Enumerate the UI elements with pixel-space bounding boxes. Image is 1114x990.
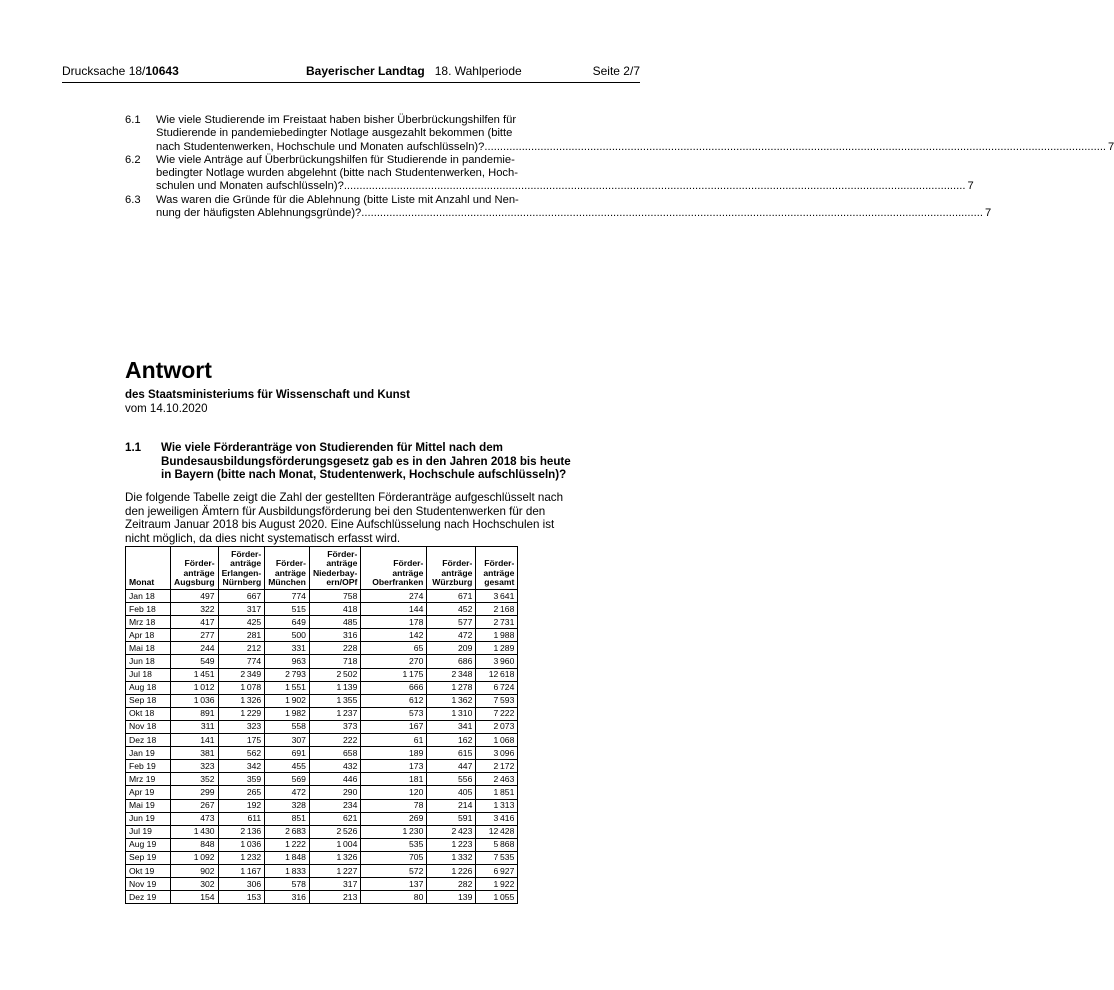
value-cell: 666	[361, 681, 427, 694]
month-cell: Jul 19	[126, 825, 171, 838]
value-cell: 270	[361, 655, 427, 668]
drucksache-label: Drucksache 18/10643	[62, 64, 179, 78]
toc-leader-dots: ........................................................................................................................................................................................................	[361, 207, 983, 220]
table-row	[126, 812, 518, 825]
toc-page-number: 7	[984, 207, 992, 220]
value-cell: 213	[309, 891, 360, 904]
value-cell: 214	[427, 799, 476, 812]
toc-last-line	[156, 207, 992, 220]
month-cell: Aug 18	[126, 681, 171, 694]
value-cell: 691	[265, 747, 310, 760]
value-cell: 317	[309, 878, 360, 891]
value-cell: 1 278	[427, 681, 476, 694]
table-row	[126, 694, 518, 707]
value-cell: 500	[265, 629, 310, 642]
value-cell: 181	[361, 773, 427, 786]
value-cell: 515	[265, 603, 310, 616]
toc-number: 6.1	[125, 114, 141, 126]
value-cell: 2 683	[265, 825, 310, 838]
value-cell: 902	[171, 864, 219, 877]
month-cell: Jun 19	[126, 812, 171, 825]
toc-number: 6.3	[125, 193, 141, 206]
answer-subtitle: des Staatsministeriums für Wissenschaft und Kunst	[125, 389, 410, 401]
wahlperiode: 18. Wahlperiode	[434, 64, 522, 78]
value-cell: 1 036	[171, 694, 219, 707]
value-cell: 381	[171, 747, 219, 760]
value-cell: 611	[218, 812, 265, 825]
toc-text-line: nach Studentenwerken, Hochschule und Monaten aufschlüsseln)?	[156, 140, 485, 153]
value-cell: 7 535	[476, 851, 518, 864]
value-cell: 2 349	[218, 668, 265, 681]
value-cell: 1 851	[476, 786, 518, 799]
value-cell: 649	[265, 616, 310, 629]
value-cell: 472	[265, 786, 310, 799]
value-cell: 153	[218, 891, 265, 904]
table-of-contents	[125, 114, 1114, 220]
value-cell: 2 526	[309, 825, 360, 838]
value-cell: 425	[218, 616, 265, 629]
value-cell: 2 136	[218, 825, 265, 838]
value-cell: 1 004	[309, 838, 360, 851]
table-row	[126, 655, 518, 668]
value-cell: 1 833	[265, 864, 310, 877]
value-cell: 331	[265, 642, 310, 655]
value-cell: 7 593	[476, 694, 518, 707]
value-cell: 317	[218, 603, 265, 616]
question-block	[125, 441, 580, 482]
value-cell: 432	[309, 760, 360, 773]
value-cell: 2 348	[427, 668, 476, 681]
value-cell: 6 927	[476, 864, 518, 877]
column-header: Förder- anträge Oberfranken	[361, 547, 427, 590]
toc-page-number: 7	[1108, 140, 1114, 153]
table-row	[126, 747, 518, 760]
value-cell: 3 096	[476, 747, 518, 760]
column-header: Förder- anträge Erlangen- Nürnberg	[218, 547, 265, 590]
value-cell: 612	[361, 694, 427, 707]
value-cell: 1 355	[309, 694, 360, 707]
value-cell: 302	[171, 878, 219, 891]
value-cell: 2 463	[476, 773, 518, 786]
value-cell: 405	[427, 786, 476, 799]
value-cell: 1 092	[171, 851, 219, 864]
table-row	[126, 786, 518, 799]
value-cell: 1 055	[476, 891, 518, 904]
value-cell: 141	[171, 734, 219, 747]
value-cell: 316	[309, 629, 360, 642]
value-cell: 705	[361, 851, 427, 864]
value-cell: 591	[427, 812, 476, 825]
toc-last-line	[156, 180, 974, 193]
value-cell: 1 139	[309, 681, 360, 694]
value-cell: 137	[361, 878, 427, 891]
toc-leader-dots: ........................................................................................................................................................................................................	[484, 140, 1107, 153]
value-cell: 473	[171, 812, 219, 825]
value-cell: 1 982	[265, 707, 310, 720]
table-row	[126, 838, 518, 851]
answer-paragraph: Die folgende Tabelle zeigt die Zahl der gestellten Förderanträge aufgeschlüsselt nach den jeweiligen Ämtern für Ausbildungsförderung bei den Studentenwerken für den Zeitraum Januar 2018 bis August 2020. Eine Aufschlüsselung nach Hochschulen ist nicht möglich, da dies nicht systematisch erfasst wird.	[125, 491, 564, 545]
table-header-row	[126, 547, 518, 590]
month-cell: Apr 18	[126, 629, 171, 642]
value-cell: 3 641	[476, 590, 518, 603]
table-row	[126, 629, 518, 642]
value-cell: 209	[427, 642, 476, 655]
column-header: Förder- anträge Augsburg	[171, 547, 219, 590]
value-cell: 578	[265, 878, 310, 891]
value-cell: 963	[265, 655, 310, 668]
value-cell: 1 012	[171, 681, 219, 694]
value-cell: 1 222	[265, 838, 310, 851]
month-cell: Mai 18	[126, 642, 171, 655]
value-cell: 5 868	[476, 838, 518, 851]
month-cell: Nov 19	[126, 878, 171, 891]
toc-item	[125, 153, 974, 194]
value-cell: 192	[218, 799, 265, 812]
value-cell: 497	[171, 590, 219, 603]
value-cell: 175	[218, 734, 265, 747]
toc-text-line: Was waren die Gründe für die Ablehnung (bitte Liste mit Anzahl und Nen-	[156, 193, 519, 206]
value-cell: 222	[309, 734, 360, 747]
column-header: Förder- anträge München	[265, 547, 310, 590]
value-cell: 1 326	[218, 694, 265, 707]
table-row	[126, 864, 518, 877]
table-row	[126, 642, 518, 655]
value-cell: 244	[171, 642, 219, 655]
value-cell: 447	[427, 760, 476, 773]
table-row	[126, 891, 518, 904]
month-cell: Feb 19	[126, 760, 171, 773]
month-cell: Okt 19	[126, 864, 171, 877]
value-cell: 848	[171, 838, 219, 851]
value-cell: 1 289	[476, 642, 518, 655]
table-row	[126, 681, 518, 694]
value-cell: 282	[427, 878, 476, 891]
value-cell: 686	[427, 655, 476, 668]
value-cell: 1 922	[476, 878, 518, 891]
value-cell: 2 073	[476, 720, 518, 733]
month-cell: Jun 18	[126, 655, 171, 668]
month-cell: Dez 19	[126, 891, 171, 904]
value-cell: 621	[309, 812, 360, 825]
value-cell: 774	[265, 590, 310, 603]
value-cell: 328	[265, 799, 310, 812]
value-cell: 61	[361, 734, 427, 747]
value-cell: 234	[309, 799, 360, 812]
month-cell: Jan 19	[126, 747, 171, 760]
value-cell: 189	[361, 747, 427, 760]
value-cell: 306	[218, 878, 265, 891]
value-cell: 1 326	[309, 851, 360, 864]
value-cell: 78	[361, 799, 427, 812]
toc-text-line: Wie viele Studierende im Freistaat haben bisher Überbrückungshilfen für	[156, 114, 517, 126]
value-cell: 1 232	[218, 851, 265, 864]
value-cell: 167	[361, 720, 427, 733]
value-cell: 6 724	[476, 681, 518, 694]
value-cell: 1 226	[427, 864, 476, 877]
value-cell: 322	[171, 603, 219, 616]
value-cell: 139	[427, 891, 476, 904]
month-cell: Jul 18	[126, 668, 171, 681]
value-cell: 2 731	[476, 616, 518, 629]
value-cell: 299	[171, 786, 219, 799]
value-cell: 667	[218, 590, 265, 603]
value-cell: 418	[309, 603, 360, 616]
toc-text-line: Studierende in pandemiebedingter Notlage ausgezahlt bekommen (bitte	[156, 127, 513, 140]
value-cell: 455	[265, 760, 310, 773]
value-cell: 281	[218, 629, 265, 642]
month-cell: Apr 19	[126, 786, 171, 799]
table-row	[126, 878, 518, 891]
answer-title: Antwort	[125, 357, 212, 383]
value-cell: 316	[265, 891, 310, 904]
value-cell: 562	[218, 747, 265, 760]
value-cell: 3 960	[476, 655, 518, 668]
column-header: Förder- anträge Niederbay- ern/OPf	[309, 547, 360, 590]
value-cell: 323	[171, 760, 219, 773]
value-cell: 573	[361, 707, 427, 720]
value-cell: 572	[361, 864, 427, 877]
value-cell: 311	[171, 720, 219, 733]
month-cell: Aug 19	[126, 838, 171, 851]
value-cell: 1 848	[265, 851, 310, 864]
month-cell: Dez 18	[126, 734, 171, 747]
value-cell: 1 362	[427, 694, 476, 707]
table-row	[126, 773, 518, 786]
month-cell: Mai 19	[126, 799, 171, 812]
question-number: 1.1	[125, 441, 142, 454]
value-cell: 1 167	[218, 864, 265, 877]
value-cell: 1 902	[265, 694, 310, 707]
page-header	[62, 62, 640, 83]
value-cell: 615	[427, 747, 476, 760]
value-cell: 417	[171, 616, 219, 629]
toc-text-line: Wie viele Anträge auf Überbrückungshilfen für Studierende in pandemie-	[156, 153, 515, 166]
table-row	[126, 603, 518, 616]
month-cell: Sep 19	[126, 851, 171, 864]
value-cell: 144	[361, 603, 427, 616]
value-cell: 212	[218, 642, 265, 655]
value-cell: 1 078	[218, 681, 265, 694]
value-cell: 485	[309, 616, 360, 629]
toc-text-line: nung der häufigsten Ablehnungsgründe)?	[156, 207, 362, 220]
value-cell: 12 618	[476, 668, 518, 681]
value-cell: 228	[309, 642, 360, 655]
table-row	[126, 760, 518, 773]
toc-page-number: 7	[967, 180, 974, 193]
table-row	[126, 799, 518, 812]
landtag-name: Bayerischer Landtag	[306, 64, 425, 78]
page-number: Seite 2/7	[592, 64, 640, 78]
table-row	[126, 590, 518, 603]
answer-date: vom 14.10.2020	[125, 403, 208, 415]
value-cell: 2 168	[476, 603, 518, 616]
value-cell: 851	[265, 812, 310, 825]
value-cell: 265	[218, 786, 265, 799]
value-cell: 1 313	[476, 799, 518, 812]
value-cell: 1 227	[309, 864, 360, 877]
month-cell: Feb 18	[126, 603, 171, 616]
value-cell: 472	[427, 629, 476, 642]
value-cell: 1 036	[218, 838, 265, 851]
drucksache-number: 10643	[145, 64, 179, 78]
value-cell: 162	[427, 734, 476, 747]
value-cell: 718	[309, 655, 360, 668]
value-cell: 274	[361, 590, 427, 603]
value-cell: 80	[361, 891, 427, 904]
table-row	[126, 707, 518, 720]
value-cell: 323	[218, 720, 265, 733]
value-cell: 569	[265, 773, 310, 786]
value-cell: 1 310	[427, 707, 476, 720]
question-text: Wie viele Förderanträge von Studierenden für Mittel nach dem Bundesausbildungsförderungsgesetz gab es in den Jahren 2018 bis heute in Bayern (bitte nach Monat, Studentenwerk, Hochschule aufschlüsseln)?	[161, 441, 571, 481]
table-row	[126, 851, 518, 864]
column-header: Förder- anträge gesamt	[476, 547, 518, 590]
value-cell: 142	[361, 629, 427, 642]
month-cell: Okt 18	[126, 707, 171, 720]
value-cell: 12 428	[476, 825, 518, 838]
value-cell: 1 237	[309, 707, 360, 720]
value-cell: 2 423	[427, 825, 476, 838]
table-row	[126, 720, 518, 733]
foerderantraege-table	[125, 546, 518, 904]
month-cell: Nov 18	[126, 720, 171, 733]
value-cell: 891	[171, 707, 219, 720]
value-cell: 446	[309, 773, 360, 786]
value-cell: 1 988	[476, 629, 518, 642]
value-cell: 269	[361, 812, 427, 825]
value-cell: 173	[361, 760, 427, 773]
value-cell: 342	[218, 760, 265, 773]
month-cell: Jan 18	[126, 590, 171, 603]
month-cell: Sep 18	[126, 694, 171, 707]
toc-leader-dots: ........................................................................................................................................................................................................	[343, 180, 966, 193]
value-cell: 1 430	[171, 825, 219, 838]
toc-text-line: schulen und Monaten aufschlüsseln)?	[156, 180, 344, 193]
value-cell: 577	[427, 616, 476, 629]
table-row	[126, 825, 518, 838]
value-cell: 1 229	[218, 707, 265, 720]
month-cell: Mrz 18	[126, 616, 171, 629]
value-cell: 267	[171, 799, 219, 812]
value-cell: 352	[171, 773, 219, 786]
table-row	[126, 734, 518, 747]
value-cell: 290	[309, 786, 360, 799]
value-cell: 1 230	[361, 825, 427, 838]
toc-text-line: bedingter Notlage wurden abgelehnt (bitte nach Studentenwerken, Hoch-	[156, 167, 518, 180]
value-cell: 120	[361, 786, 427, 799]
value-cell: 341	[427, 720, 476, 733]
value-cell: 373	[309, 720, 360, 733]
value-cell: 558	[265, 720, 310, 733]
toc-item	[125, 193, 992, 221]
table-row	[126, 616, 518, 629]
value-cell: 65	[361, 642, 427, 655]
column-header: Förder- anträge Würzburg	[427, 547, 476, 590]
landtag-periode	[306, 64, 522, 78]
value-cell: 758	[309, 590, 360, 603]
value-cell: 3 416	[476, 812, 518, 825]
value-cell: 1 332	[427, 851, 476, 864]
month-cell: Mrz 19	[126, 773, 171, 786]
toc-number: 6.2	[125, 153, 141, 166]
value-cell: 1 175	[361, 668, 427, 681]
value-cell: 307	[265, 734, 310, 747]
table-row	[126, 668, 518, 681]
value-cell: 2 502	[309, 668, 360, 681]
toc-last-line	[156, 140, 1114, 154]
value-cell: 1 068	[476, 734, 518, 747]
value-cell: 452	[427, 603, 476, 616]
value-cell: 549	[171, 655, 219, 668]
value-cell: 1 223	[427, 838, 476, 851]
toc-item	[125, 114, 1114, 154]
value-cell: 556	[427, 773, 476, 786]
value-cell: 2 172	[476, 760, 518, 773]
value-cell: 774	[218, 655, 265, 668]
value-cell: 671	[427, 590, 476, 603]
value-cell: 535	[361, 838, 427, 851]
value-cell: 1 451	[171, 668, 219, 681]
value-cell: 7 222	[476, 707, 518, 720]
value-cell: 658	[309, 747, 360, 760]
value-cell: 154	[171, 891, 219, 904]
value-cell: 178	[361, 616, 427, 629]
value-cell: 359	[218, 773, 265, 786]
value-cell: 2 793	[265, 668, 310, 681]
value-cell: 1 551	[265, 681, 310, 694]
value-cell: 277	[171, 629, 219, 642]
column-header: Monat	[126, 547, 171, 590]
